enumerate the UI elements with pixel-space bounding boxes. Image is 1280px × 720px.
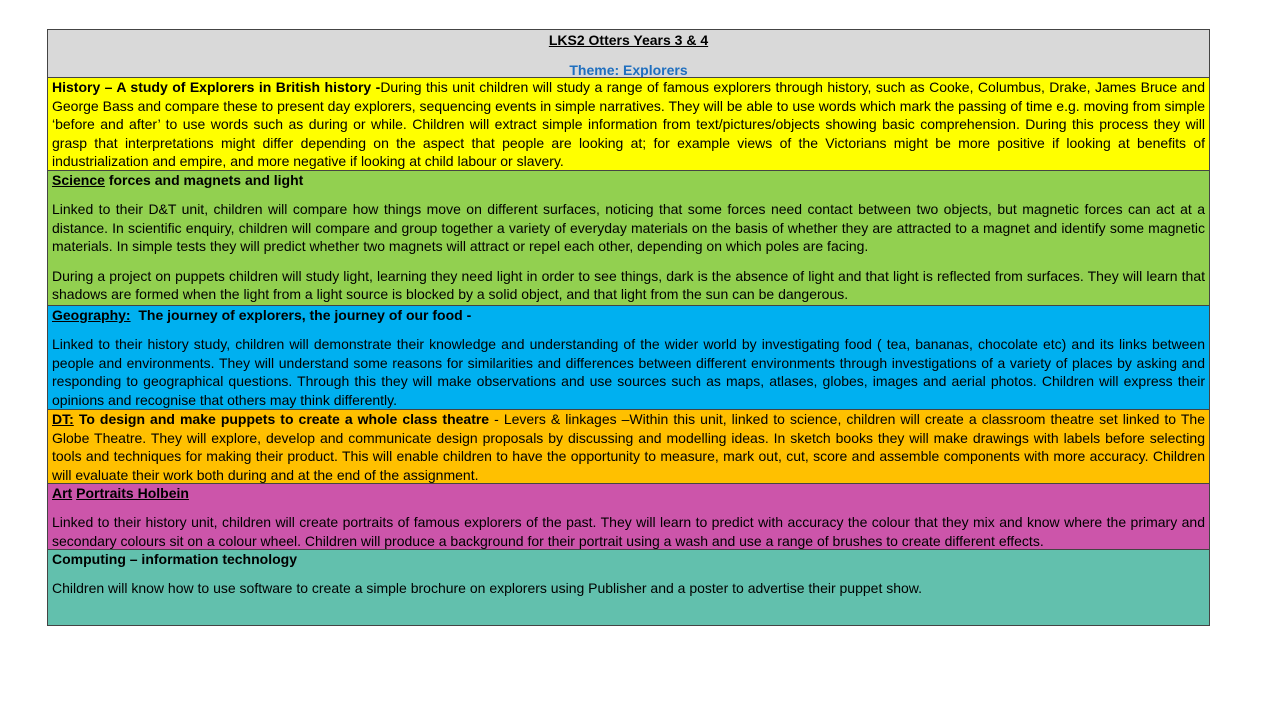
history-heading: History – A study of Explorers in British history -	[52, 79, 381, 95]
page-title: LKS2 Otters Years 3 & 4	[548, 32, 709, 48]
header-row	[48, 30, 1209, 77]
dt-text: - Levers & linkages –Within this unit, linked to science, children will create a classroom theatre set linked to The Globe Theatre. They will explore, develop and communicate design proposals by discussing and modelling ideas. In sketch books they will make drawings with labels before selecting tools and techniques for making their product. This will enable children to have the opportunity to measure, mark out, cut, score and assemble components with more accuracy. Children will evaluate their work both during and at the end of the assignment.	[52, 411, 1205, 483]
art-row	[48, 483, 1209, 549]
dt-row	[48, 409, 1209, 483]
computing-row	[48, 549, 1209, 625]
art-subject: Art	[52, 485, 73, 501]
art-heading	[52, 484, 1205, 503]
curriculum-table	[47, 29, 1210, 626]
history-row	[48, 77, 1209, 170]
geography-row	[48, 305, 1209, 409]
art-paragraph-1: Linked to their history unit, children will create portraits of famous explorers of the past. They will learn to predict with accuracy the colour that they mix and know where the primary and secondary colours sit on a colour wheel. Children will produce a background for their portrait using a wash and use a range of brushes to create different effects.	[52, 514, 1205, 549]
computing-paragraph-1: Children will know how to use software to create a simple brochure on explorers using Publisher and a poster to advertise their puppet show.	[52, 580, 923, 597]
science-paragraph-1: Linked to their D&T unit, children will compare how things move on different surfaces, noticing that some forces need contact between two objects, but magnetic forces can act at a distance. In scientific enquiry, children will compare and group together a variety of everyday materials on the basis of whether they are attracted to a magnet and identify some magnetic materials. In simple tests they will predict whether two magnets will attract or repel each other, depending on which poles are facing.	[52, 201, 1205, 255]
science-row	[48, 170, 1209, 305]
science-topic: forces and magnets and light	[104, 172, 304, 188]
geography-heading	[52, 306, 1205, 325]
history-text: During this unit children will study a range of famous explorers through history, such as Cooke, Columbus, Drake, James Bruce and George Bass and compare these to present day explorers, sequencing events in simple narratives. They will be able to use words which mark the passing of time e.g. moving from simple ‘before and after’ to use words such as during or while. Children will extract simple information from text/pictures/objects showing basic comprehension. During this process they will grasp that interpretations might differ depending on the aspect that people are looking at; for example views of the Victorians might be more positive if looking at benefits of industrialization and empire, and more negative if looking at child labour or slavery.	[52, 79, 1205, 170]
science-heading	[52, 171, 1205, 190]
computing-heading: Computing – information technology	[52, 551, 297, 567]
dt-topic: To design and make puppets to create a whole class theatre	[73, 411, 490, 427]
geography-topic: The journey of explorers, the journey of our food -	[130, 307, 472, 323]
science-subject: Science	[52, 172, 105, 188]
science-paragraph-2: During a project on puppets children will study light, learning they need light in order to see things, dark is the absence of light and that light is reflected from surfaces. They will learn that shadows are formed when the light from a light source is blocked by a solid object, and that light from the sun can be dangerous.	[52, 267, 1205, 303]
dt-subject: DT:	[52, 411, 74, 427]
art-topic: Portraits Holbein	[76, 485, 189, 501]
geography-paragraph-1: Linked to their history study, children will demonstrate their knowledge and understanding of the wider world by investigating food ( tea, bananas, chocolate etc) and its links between people and environments. They will understand some reasons for similarities and differences between different environments through investigations of a variety of places by asking and responding to geographical questions. Through this they will make observations and use sources such as maps, atlases, globes, images and aerial photos. Children will express their opinions and recognise that others may think differently.	[52, 336, 1205, 408]
theme-label: Theme: Explorers	[569, 61, 688, 77]
geography-subject: Geography:	[52, 307, 131, 323]
